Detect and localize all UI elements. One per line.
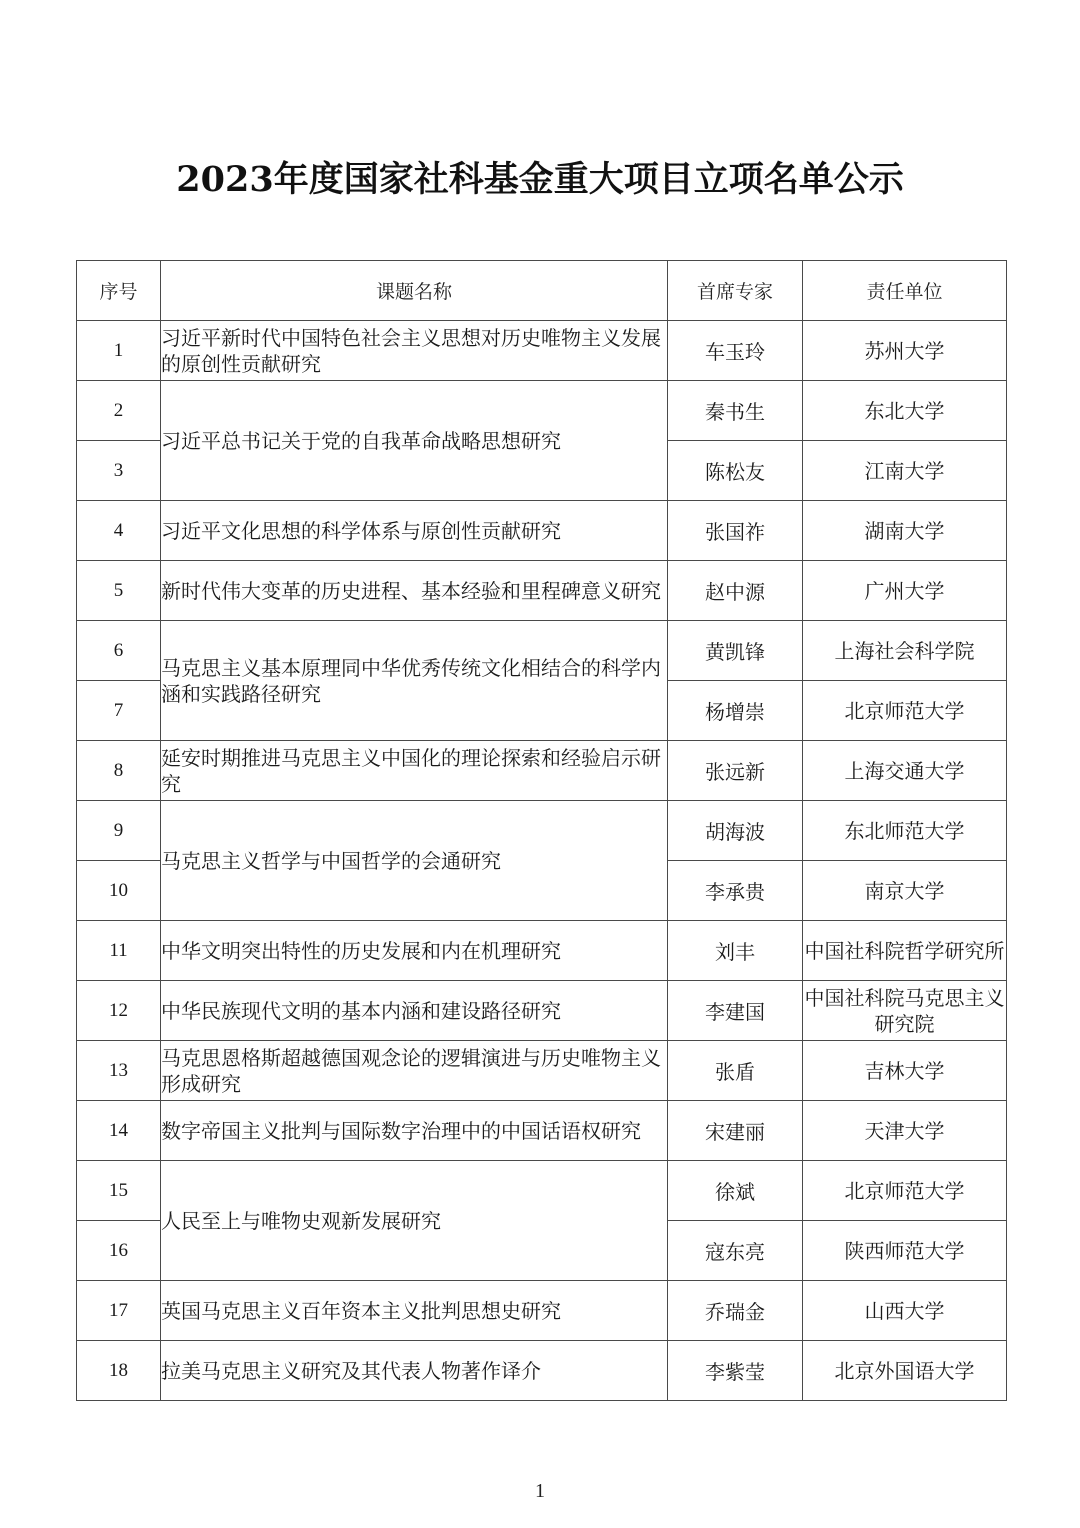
responsible-unit: 苏州大学 (803, 321, 1007, 381)
table-row (77, 321, 1007, 381)
project-title: 中华民族现代文明的基本内涵和建设路径研究 (161, 981, 668, 1041)
table-row (77, 621, 1007, 681)
chief-expert: 陈松友 (668, 441, 803, 501)
row-number: 4 (77, 501, 161, 561)
table-row (77, 981, 1007, 1041)
responsible-unit: 吉林大学 (803, 1041, 1007, 1101)
table-row (77, 1161, 1007, 1221)
row-number: 3 (77, 441, 161, 501)
header-chief-expert: 首席专家 (668, 261, 803, 321)
row-number: 16 (77, 1221, 161, 1281)
chief-expert: 宋建丽 (668, 1101, 803, 1161)
header-project-title: 课题名称 (161, 261, 668, 321)
table-row (77, 381, 1007, 441)
table-row (77, 501, 1007, 561)
responsible-unit: 上海交通大学 (803, 741, 1007, 801)
chief-expert: 李紫莹 (668, 1341, 803, 1401)
chief-expert: 张盾 (668, 1041, 803, 1101)
row-number: 9 (77, 801, 161, 861)
responsible-unit: 北京师范大学 (803, 1161, 1007, 1221)
chief-expert: 秦书生 (668, 381, 803, 441)
project-title: 马克思主义哲学与中国哲学的会通研究 (161, 801, 668, 921)
row-number: 11 (77, 921, 161, 981)
row-number: 1 (77, 321, 161, 381)
chief-expert: 李建国 (668, 981, 803, 1041)
table-row (77, 1341, 1007, 1401)
responsible-unit: 陕西师范大学 (803, 1221, 1007, 1281)
responsible-unit: 北京师范大学 (803, 681, 1007, 741)
row-number: 17 (77, 1281, 161, 1341)
row-number: 7 (77, 681, 161, 741)
row-number: 2 (77, 381, 161, 441)
project-title: 马克思恩格斯超越德国观念论的逻辑演进与历史唯物主义形成研究 (161, 1041, 668, 1101)
table-row (77, 1101, 1007, 1161)
project-title: 习近平文化思想的科学体系与原创性贡献研究 (161, 501, 668, 561)
responsible-unit: 北京外国语大学 (803, 1341, 1007, 1401)
project-title: 中华文明突出特性的历史发展和内在机理研究 (161, 921, 668, 981)
project-title: 马克思主义基本原理同中华优秀传统文化相结合的科学内涵和实践路径研究 (161, 621, 668, 741)
responsible-unit: 山西大学 (803, 1281, 1007, 1341)
responsible-unit: 东北大学 (803, 381, 1007, 441)
row-number: 10 (77, 861, 161, 921)
responsible-unit: 湖南大学 (803, 501, 1007, 561)
table-row (77, 741, 1007, 801)
responsible-unit: 上海社会科学院 (803, 621, 1007, 681)
chief-expert: 李承贵 (668, 861, 803, 921)
row-number: 12 (77, 981, 161, 1041)
chief-expert: 张远新 (668, 741, 803, 801)
table-row (77, 801, 1007, 861)
chief-expert: 徐斌 (668, 1161, 803, 1221)
row-number: 5 (77, 561, 161, 621)
chief-expert: 黄凯锋 (668, 621, 803, 681)
project-title: 人民至上与唯物史观新发展研究 (161, 1161, 668, 1281)
project-title: 延安时期推进马克思主义中国化的理论探索和经验启示研究 (161, 741, 668, 801)
responsible-unit: 东北师范大学 (803, 801, 1007, 861)
responsible-unit: 中国社科院哲学研究所 (803, 921, 1007, 981)
chief-expert: 胡海波 (668, 801, 803, 861)
table-row (77, 921, 1007, 981)
row-number: 13 (77, 1041, 161, 1101)
row-number: 6 (77, 621, 161, 681)
table-row (77, 561, 1007, 621)
project-list-table (76, 260, 1007, 1401)
responsible-unit: 天津大学 (803, 1101, 1007, 1161)
page-number: 1 (535, 1480, 545, 1502)
row-number: 8 (77, 741, 161, 801)
header-responsible-unit: 责任单位 (803, 261, 1007, 321)
responsible-unit: 江南大学 (803, 441, 1007, 501)
table-row (77, 1041, 1007, 1101)
row-number: 18 (77, 1341, 161, 1401)
chief-expert: 刘丰 (668, 921, 803, 981)
row-number: 15 (77, 1161, 161, 1221)
chief-expert: 赵中源 (668, 561, 803, 621)
chief-expert: 乔瑞金 (668, 1281, 803, 1341)
responsible-unit: 南京大学 (803, 861, 1007, 921)
chief-expert: 张国祚 (668, 501, 803, 561)
project-title: 新时代伟大变革的历史进程、基本经验和里程碑意义研究 (161, 561, 668, 621)
project-title: 习近平总书记关于党的自我革命战略思想研究 (161, 381, 668, 501)
table-header-row (77, 261, 1007, 321)
chief-expert: 车玉玲 (668, 321, 803, 381)
chief-expert: 寇东亮 (668, 1221, 803, 1281)
chief-expert: 杨增崇 (668, 681, 803, 741)
project-title: 拉美马克思主义研究及其代表人物著作译介 (161, 1341, 668, 1401)
header-serial-number: 序号 (77, 261, 161, 321)
table-row (77, 1281, 1007, 1341)
project-title: 英国马克思主义百年资本主义批判思想史研究 (161, 1281, 668, 1341)
project-title: 数字帝国主义批判与国际数字治理中的中国话语权研究 (161, 1101, 668, 1161)
row-number: 14 (77, 1101, 161, 1161)
page-title: 2023年度国家社科基金重大项目立项名单公示 (176, 159, 904, 200)
responsible-unit: 中国社科院马克思主义研究院 (803, 981, 1007, 1041)
responsible-unit: 广州大学 (803, 561, 1007, 621)
project-title: 习近平新时代中国特色社会主义思想对历史唯物主义发展的原创性贡献研究 (161, 321, 668, 381)
